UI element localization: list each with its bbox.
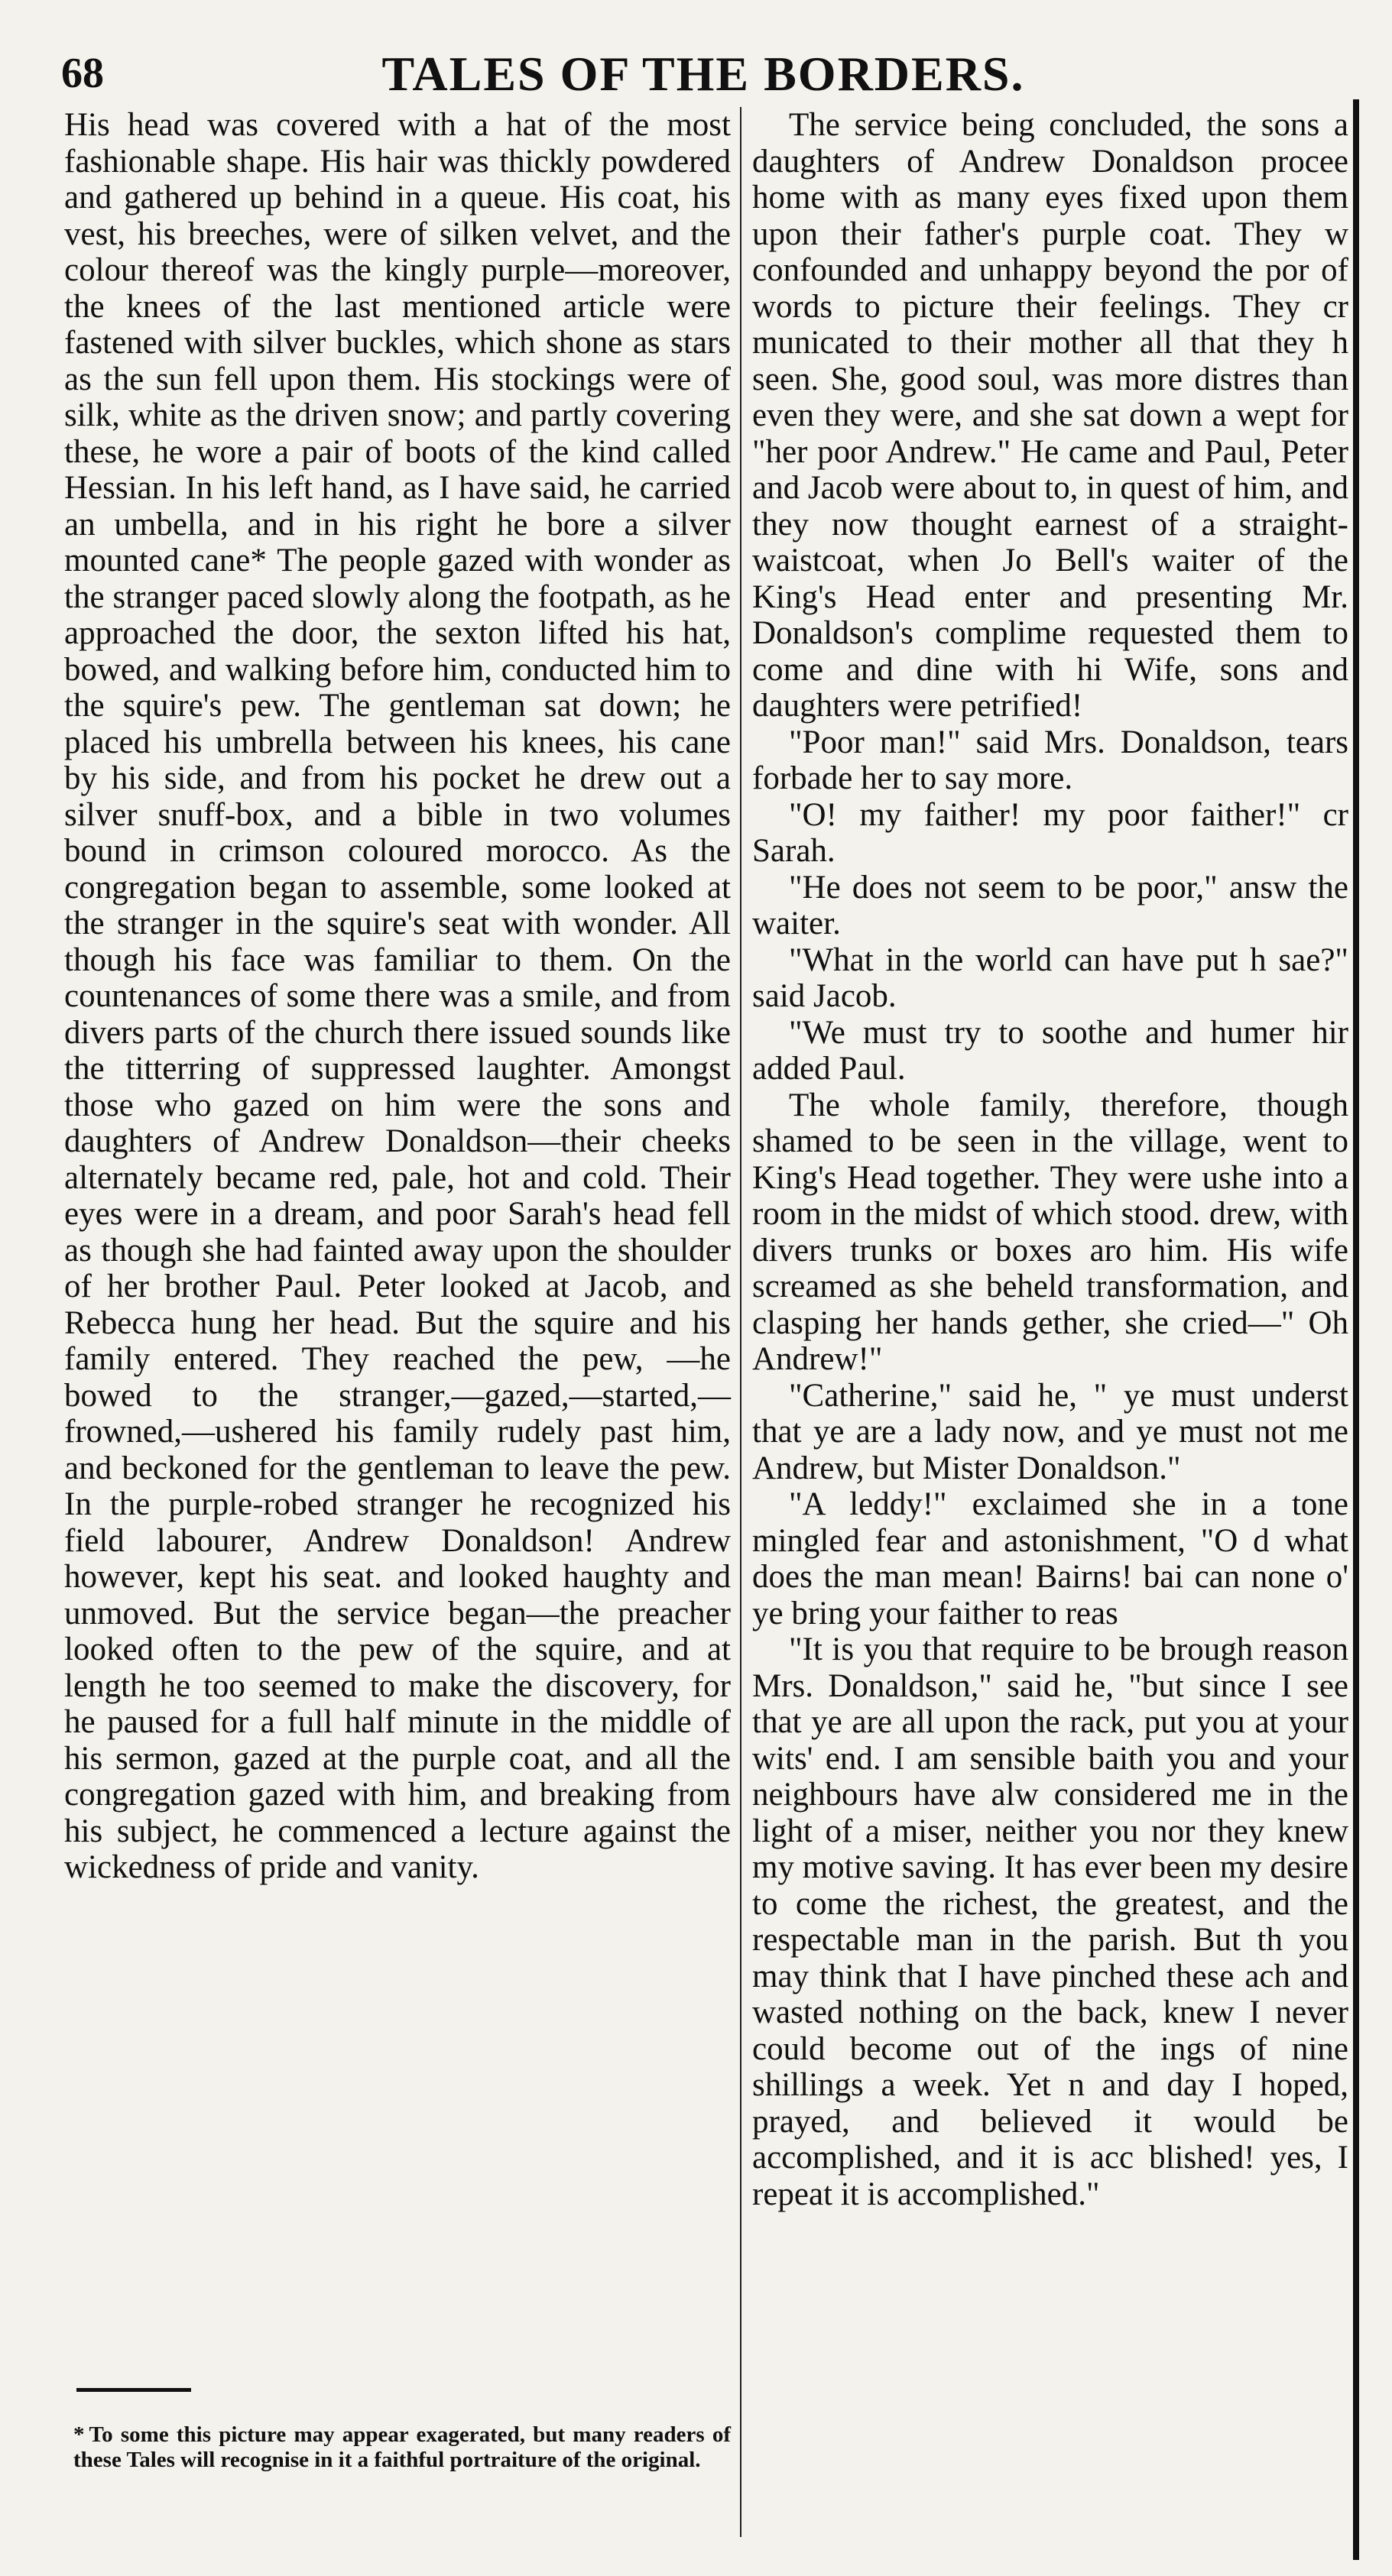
right-column: [752, 107, 1348, 2212]
right-paragraph: The whole family, therefore, though shamed to be seen in the village, went to King's Head together. They were ushe into a room in the midst of which stood. drew, with divers trunks or boxes aro him. His wife screamed as she beheld transformation, and clasping her hands gether, she cried—" Oh Andrew!": [752, 1087, 1348, 1377]
footnote-rule: [76, 2388, 191, 2392]
page-number: 68: [61, 50, 104, 97]
page-header: [61, 46, 1345, 107]
right-paragraph: The service being concluded, the sons a daughters of Andrew Donaldson procee home with as many eyes fixed upon them upon their father's purple coat. They w confounded and unhappy beyond the por of words to picture their feelings. They cr municated to their mother all that they h seen. She, good soul, was more distres than even they were, and she sat down a wept for "her poor Andrew." He came and Paul, Peter and Jacob were about to, in quest of him, and they now thought earnest of a straight-waistcoat, when Jo Bell's waiter of the King's Head enter and presenting Mr. Donaldson's complime requested them to come and dine with hi Wife, sons and daughters were petrified!: [752, 107, 1348, 724]
right-paragraph: "What in the world can have put h sae?" said Jacob.: [752, 941, 1348, 1014]
right-paragraph: "A leddy!" exclaimed she in a tone mingled fear and astonishment, "O d what does the man mean! Bairns! bai can none o' ye bring your faither to reas: [752, 1486, 1348, 1631]
right-paragraph: "He does not seem to be poor," answ the waiter.: [752, 869, 1348, 941]
left-paragraph: His head was covered with a hat of the most fashionable shape. His hair was thickly powdered and gathered up behind in a queue. His coat, his vest, his breeches, were of silken velvet, and the colour thereof was the kingly purple—moreover, the knees of the last mentioned article were fastened with silver buckles, which shone as stars as the sun fell upon them. His stockings were of silk, white as the driven snow; and partly covering these, he wore a pair of boots of the kind called Hessian. In his left hand, as I have said, he carried an umbella, and in his right he bore a silver mounted cane* The people gazed with wonder as the stranger paced slowly along the footpath, as he approached the door, the sexton lifted his hat, bowed, and walking before him, conducted him to the squire's pew. The gentleman sat down; he placed his umbrella between his knees, his cane by his side, and from his pocket he drew out a silver snuff-box, and a bible in two volumes bound in crimson coloured morocco. As the congregation began to assemble, some looked at the stranger in the squire's seat with wonder. All though his face was familiar to them. On the countenances of some there was a smile, and from divers parts of the church there issued sounds like the titterring of suppressed laughter. Amongst those who gazed on him were the sons and daughters of Andrew Donaldson—their cheeks alternately became red, pale, hot and cold. Their eyes were in a dream, and poor Sarah's head fell as though she had fainted away upon the shoulder of her brother Paul. Peter looked at Jacob, and Rebecca hung her head. But the squire and his family entered. They reached the pew, —he bowed to the stranger,—gazed,—started,—frowned,—ushered his family rudely past him, and beckoned for the gentleman to leave the pew. In the purple-robed stranger he recognized his field labourer, Andrew Donaldson! Andrew however, kept his seat. and looked haughty and unmoved. But the service began—the preacher looked often to the pew of the squire, and at length he too seemed to make the discovery, for he paused for a full half minute in the middle of his sermon, gazed at the purple coat, and all the congregation gazed with him, and breaking from his subject, he commenced a lecture against the wickedness of pride and vanity.: [64, 107, 731, 1885]
right-paragraph: "Catherine," said he, " ye must underst that ye are a lady now, and ye must not me Andrew, but Mister Donaldson.": [752, 1377, 1348, 1486]
right-paragraph: "It is you that require to be brough reason Mrs. Donaldson," said he, "but since I see that ye are all upon the rack, put you at your wits' end. I am sensible baith you and your neighbours have alw considered me in the light of a miser, neither you nor they knew my motive saving. It has ever been my desire to come the richest, the greatest, and the respectable man in the parish. But th you may think that I have pinched these ach and wasted nothing on the back, knew I never could become out of the ings of nine shillings a week. Yet n and day I hoped, prayed, and believed it would be accomplished, and it is acc blished! yes, I repeat it is accomplished.": [752, 1631, 1348, 2212]
footnote-mark: *: [73, 2422, 85, 2447]
right-paragraph: "O! my faither! my poor faither!" cr Sarah.: [752, 796, 1348, 869]
footnote: [73, 2422, 731, 2473]
left-column: [64, 107, 731, 1886]
running-title: TALES OF THE BORDERS.: [381, 47, 1025, 101]
right-edge-rule: [1353, 99, 1359, 2560]
right-paragraph: "Poor man!" said Mrs. Donaldson, tears forbade her to say more.: [752, 724, 1348, 796]
right-paragraph: "We must try to soothe and humer hir added Paul.: [752, 1014, 1348, 1087]
column-divider: [740, 107, 741, 2537]
footnote-text: To some this picture may appear exagerated, but many readers of these Tales will recognise in it a faithful portraiture of the original.: [73, 2422, 731, 2472]
